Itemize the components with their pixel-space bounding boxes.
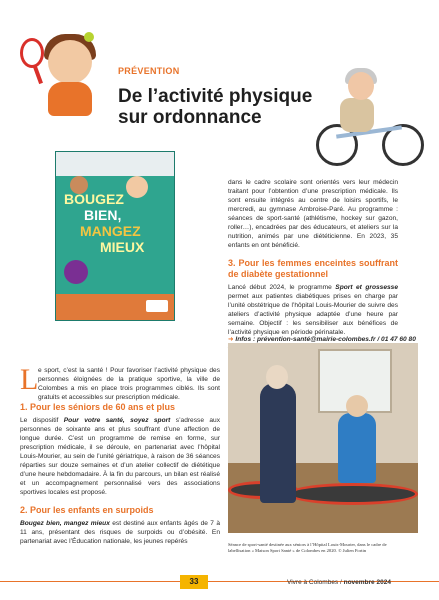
- section3-heading: 3. Pour les femmes enceintes souffrant de diabète gestationnel: [228, 258, 398, 279]
- section3-paragraph: Lancé début 2024, le programme Sport et grossesse permet aux patientes diabétiques prises en charge par l’unité obstétrique de l’hôpital Louis-Mourier de suivre des ateliers d’activité physique adaptée d’une heure par semaine. Objectif : les sensibiliser aux bénéfices de l’activité physique en période périnatale.: [228, 284, 398, 336]
- dropcap-letter: L: [20, 363, 39, 396]
- poster-sky: [56, 152, 174, 176]
- cyclist-body-illustration: [340, 98, 374, 132]
- poster-headline-1: BOUGEZ: [64, 191, 124, 207]
- poster-headline-2: BIEN,: [84, 207, 122, 223]
- footer-rule-left: [0, 581, 180, 582]
- poster-badge: [64, 260, 88, 284]
- article-column-left: [20, 402, 220, 546]
- trampoline: [288, 483, 418, 505]
- page-number: 33: [180, 575, 208, 589]
- contact-link[interactable]: prévention-santé@mairie-colombes.fr / 01 47 60 80: [257, 336, 416, 343]
- kid-head-illustration: [48, 40, 92, 84]
- info-label: Infos :: [235, 336, 256, 343]
- section-kicker: PRÉVENTION: [118, 66, 180, 76]
- section2-paragraph: Bougez bien, mangez mieux est destiné aux enfants âgés de 7 à 11 ans, présentant des risques de surpoids ou d’obésité. En partenariat avec l’Éducation nationale, les jeunes repérés: [20, 520, 220, 545]
- intro-paragraph: e sport, c’est la santé ! Pour favoriser l’activité physique des personnes éloignées de la pratique sportive, la ville de Colombes a mis en place trois programmes ciblés. Ils sont gratuits et accessibles sur prescription médicale.: [38, 367, 220, 401]
- tennis-racket-illustration: [20, 38, 44, 68]
- poster-headline-4: MIEUX: [100, 239, 145, 255]
- photo-person-coach-head: [266, 365, 288, 389]
- page-title: De l’activité physique sur ordonnance: [118, 86, 313, 128]
- arrow-icon: ➜: [228, 336, 234, 343]
- article-photo: [228, 343, 418, 533]
- photo-caption: Séance de sport-santé destinée aux séniors à l’Hôpital Louis-Mourier, dans le cadre de labellisation « Maison Sport Santé » de Colombes en 2020. © Julien Fortin: [228, 542, 387, 553]
- footer-publication: Vivre à Colombes / novembre 2024: [287, 579, 391, 586]
- kid-body-illustration: [48, 82, 92, 116]
- campaign-poster: [55, 151, 175, 321]
- paragraph-continuation: dans le cadre scolaire sont orientés vers leur médecin traitant pour l’obtention d’une prescription médicale. Ils sont ensuite intégrés au centre de loisirs sportifs, le mercredi, au gymnase Ambroise-Paré. Au programme : séances de sport-santé (athlétisme, hockey sur gazon, roller…), encadrées par des éducateurs, et ateliers sur la nutrition, animés par une diététicienne. En 2023, 35 enfants en ont bénéficié.: [228, 179, 398, 249]
- section2-heading: 2. Pour les enfants en surpoids: [20, 505, 154, 515]
- poster-headline-3: MANGEZ: [80, 223, 141, 239]
- section1-paragraph: Le dispositif Pour votre santé, soyez sport s’adresse aux personnes de soixante ans et plus souffrant d’une affection de longue durée. C’est un programme de remise en forme, sur prescription médicale, il se déroule, en partenariat avec l’hôpital Louis-Mourier, au sein de l’unité gériatrique, à raison de 36 séances réparties sur douze semaines et d’un atelier collectif de diététique d’une heure hebdomadaire. À la fin du parcours, un bilan est réalisé et un accompagnement personnalisé vers des associations sportives locales est proposé.: [20, 417, 221, 496]
- cyclist-head-illustration: [348, 72, 374, 100]
- tennis-ball-illustration: [84, 32, 94, 42]
- photo-person-coach: [260, 383, 296, 503]
- article-column-right: [228, 178, 398, 337]
- photo-person-senior: [338, 413, 376, 483]
- photo-person-senior-head: [346, 395, 368, 417]
- poster-kid-illustration: [126, 176, 148, 198]
- section1-heading: 1. Pour les séniors de 60 ans et plus: [20, 402, 176, 412]
- poster-logo: [146, 300, 168, 312]
- racket-handle-illustration: [33, 66, 43, 84]
